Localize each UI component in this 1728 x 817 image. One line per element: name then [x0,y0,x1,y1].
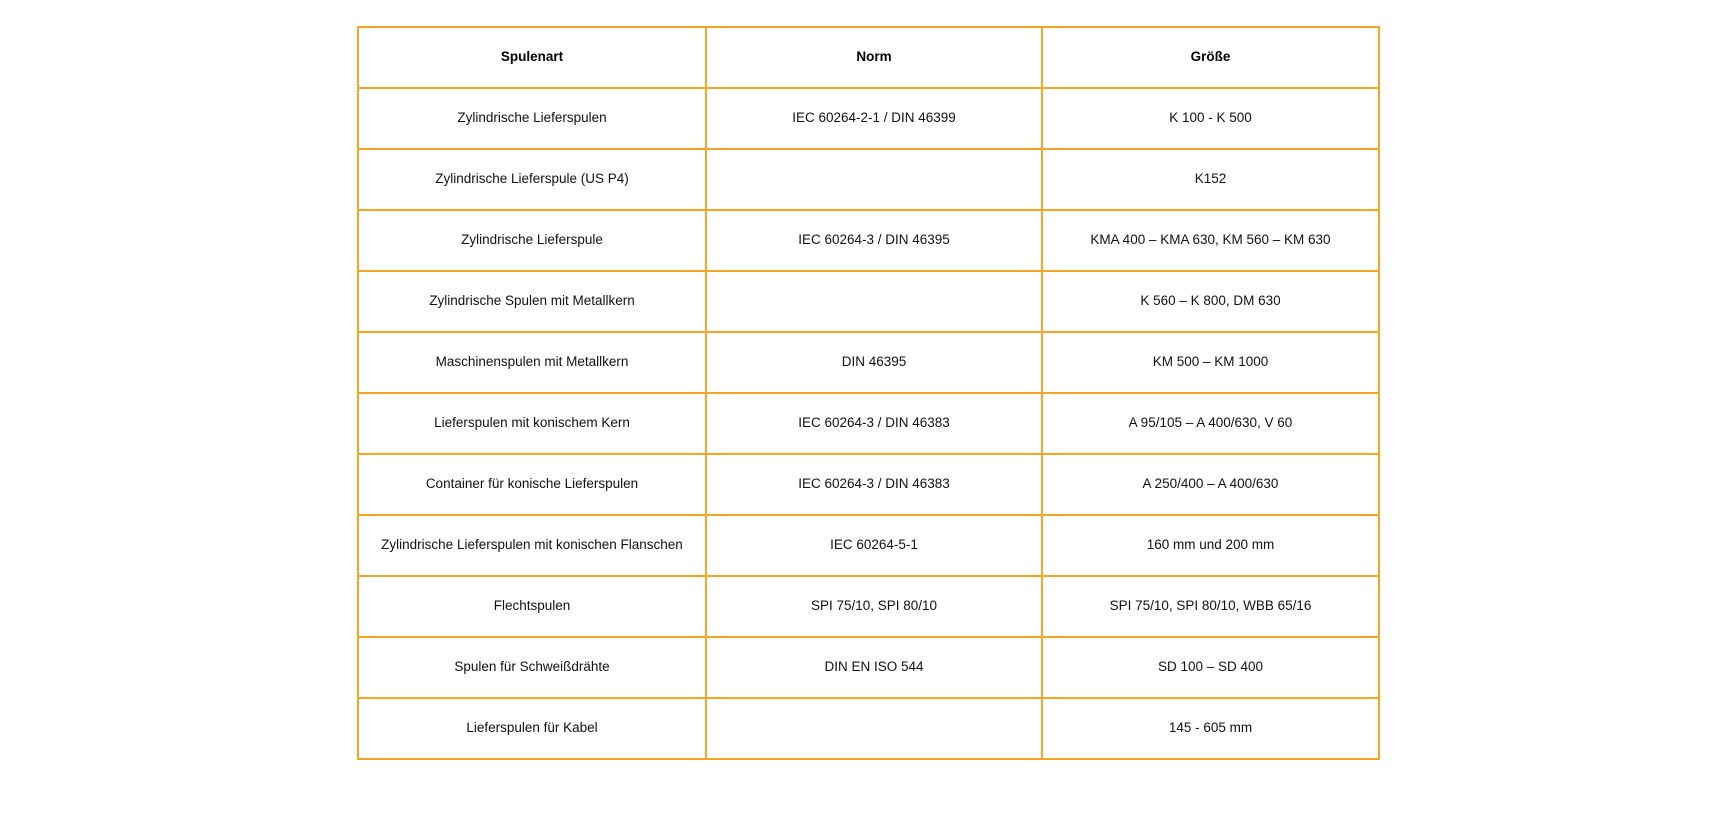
cell-groesse: SD 100 – SD 400 [1042,637,1379,698]
cell-groesse: SPI 75/10, SPI 80/10, WBB 65/16 [1042,576,1379,637]
cell-norm: DIN EN ISO 544 [706,637,1042,698]
header-spulenart: Spulenart [358,27,706,88]
table-row [358,576,1379,637]
cell-groesse: K 100 - K 500 [1042,88,1379,149]
table-row [358,332,1379,393]
table-row [358,210,1379,271]
cell-norm: IEC 60264-3 / DIN 46395 [706,210,1042,271]
cell-spulenart: Container für konische Lieferspulen [358,454,706,515]
cell-norm: IEC 60264-5-1 [706,515,1042,576]
table-row [358,271,1379,332]
cell-spulenart: Lieferspulen für Kabel [358,698,706,759]
cell-spulenart: Zylindrische Spulen mit Metallkern [358,271,706,332]
table-row [358,515,1379,576]
table-row [358,637,1379,698]
table-row [358,454,1379,515]
cell-norm: SPI 75/10, SPI 80/10 [706,576,1042,637]
table-row [358,393,1379,454]
cell-groesse: 160 mm und 200 mm [1042,515,1379,576]
header-groesse: Größe [1042,27,1379,88]
cell-groesse: KM 500 – KM 1000 [1042,332,1379,393]
cell-norm: IEC 60264-2-1 / DIN 46399 [706,88,1042,149]
table-row [358,88,1379,149]
cell-norm [706,271,1042,332]
spool-standards-table [357,26,1380,760]
cell-spulenart: Zylindrische Lieferspulen mit konischen Flanschen [358,515,706,576]
cell-spulenart: Spulen für Schweißdrähte [358,637,706,698]
cell-spulenart: Zylindrische Lieferspule (US P4) [358,149,706,210]
cell-groesse: 145 - 605 mm [1042,698,1379,759]
cell-groesse: KMA 400 – KMA 630, KM 560 – KM 630 [1042,210,1379,271]
cell-groesse: K 560 – K 800, DM 630 [1042,271,1379,332]
cell-spulenart: Zylindrische Lieferspulen [358,88,706,149]
cell-spulenart: Zylindrische Lieferspule [358,210,706,271]
cell-groesse: K152 [1042,149,1379,210]
header-norm: Norm [706,27,1042,88]
cell-norm: IEC 60264-3 / DIN 46383 [706,454,1042,515]
table-row [358,698,1379,759]
cell-norm [706,698,1042,759]
table-row [358,149,1379,210]
cell-groesse: A 95/105 – A 400/630, V 60 [1042,393,1379,454]
cell-norm [706,149,1042,210]
table-header-row [358,27,1379,88]
cell-groesse: A 250/400 – A 400/630 [1042,454,1379,515]
cell-spulenart: Lieferspulen mit konischem Kern [358,393,706,454]
cell-norm: IEC 60264-3 / DIN 46383 [706,393,1042,454]
cell-spulenart: Flechtspulen [358,576,706,637]
cell-spulenart: Maschinenspulen mit Metallkern [358,332,706,393]
cell-norm: DIN 46395 [706,332,1042,393]
